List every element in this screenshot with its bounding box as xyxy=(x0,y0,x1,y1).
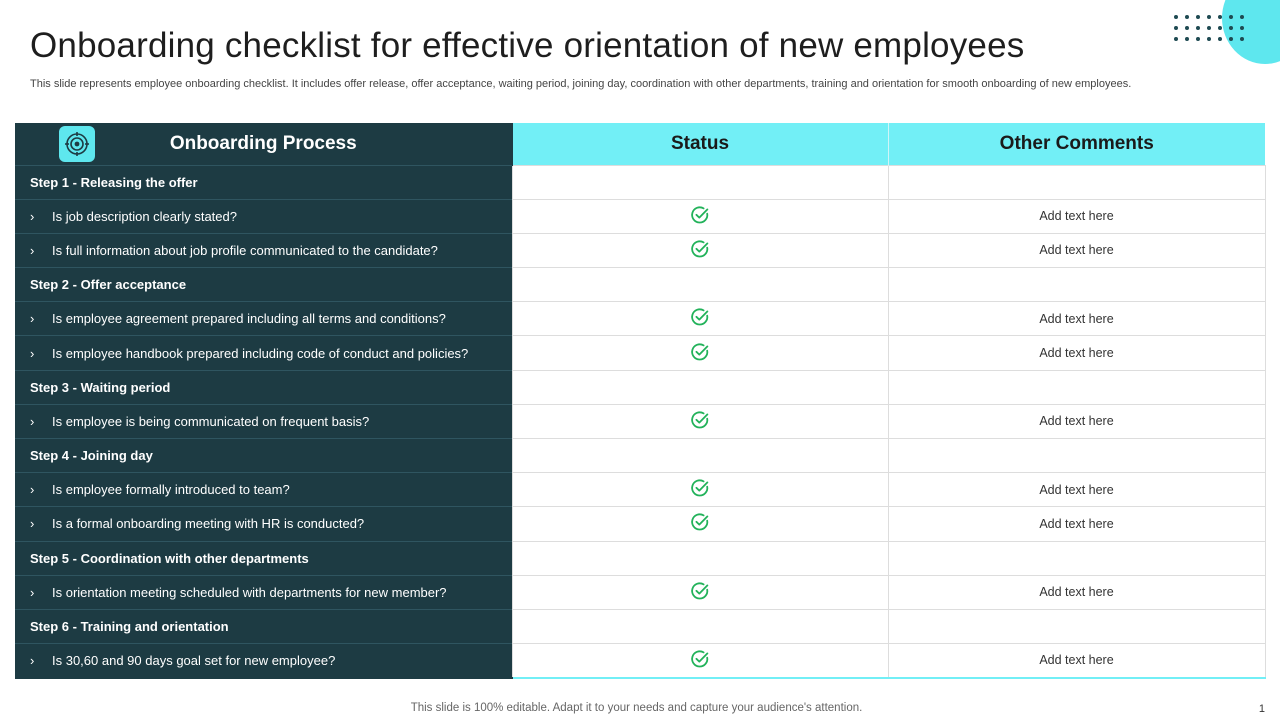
checklist-item-row xyxy=(15,233,1265,267)
chevron-right-icon: › xyxy=(30,311,35,327)
checklist-item-row xyxy=(15,507,1265,541)
checklist-item-row xyxy=(15,575,1265,609)
checklist-item-label: Is employee agreement prepared including all terms and conditions? xyxy=(52,311,446,327)
step-label-cell xyxy=(15,165,512,199)
checklist-item-cell xyxy=(15,199,512,233)
comment-cell: Add text here xyxy=(888,473,1265,507)
checklist-item-cell xyxy=(15,404,512,438)
checklist-item-label: Is orientation meeting scheduled with departments for new member? xyxy=(52,584,447,600)
table-header-row xyxy=(15,123,1265,165)
chevron-right-icon: › xyxy=(30,345,35,361)
comment-cell: Add text here xyxy=(888,199,1265,233)
check-circle-icon xyxy=(690,581,710,604)
comment-cell xyxy=(888,439,1265,473)
status-cell xyxy=(512,165,888,199)
decorative-corner xyxy=(1170,0,1280,70)
header-status: Status xyxy=(512,123,888,165)
chevron-right-icon: › xyxy=(30,242,35,258)
checklist-item-row xyxy=(15,644,1265,678)
dot-grid-decoration xyxy=(1174,15,1244,41)
status-cell xyxy=(512,439,888,473)
step-label: Step 3 - Waiting period xyxy=(30,379,171,395)
chevron-right-icon: › xyxy=(30,584,35,600)
step-label-cell xyxy=(15,541,512,575)
comment-cell: Add text here xyxy=(888,336,1265,370)
comment-cell xyxy=(888,165,1265,199)
status-cell xyxy=(512,609,888,643)
check-circle-icon xyxy=(690,512,710,535)
slide-subtitle: This slide represents employee onboarding checklist. It includes offer release, offer acceptance, waiting period, joining day, coordination with other departments, training and orientation for smooth onboarding of new employees. xyxy=(30,78,1132,90)
status-cell xyxy=(512,473,888,507)
check-circle-icon xyxy=(690,478,710,501)
status-cell xyxy=(512,199,888,233)
step-row xyxy=(15,370,1265,404)
checklist-item-row xyxy=(15,302,1265,336)
check-circle-icon xyxy=(690,649,710,672)
step-label: Step 4 - Joining day xyxy=(30,448,153,464)
chevron-right-icon: › xyxy=(30,652,35,668)
checklist-item-label: Is job description clearly stated? xyxy=(52,208,237,224)
check-circle-icon xyxy=(690,205,710,228)
chevron-right-icon: › xyxy=(30,208,35,224)
checklist-item-cell xyxy=(15,644,512,678)
comment-cell: Add text here xyxy=(888,507,1265,541)
header-onboarding-process xyxy=(15,123,512,165)
step-row xyxy=(15,165,1265,199)
comment-cell xyxy=(888,609,1265,643)
step-label: Step 5 - Coordination with other departments xyxy=(30,550,309,566)
check-circle-icon xyxy=(690,410,710,433)
step-label: Step 6 - Training and orientation xyxy=(30,619,229,635)
checklist-item-cell xyxy=(15,575,512,609)
step-label-cell xyxy=(15,439,512,473)
header-process-label: Onboarding Process xyxy=(169,132,357,154)
comment-cell xyxy=(888,370,1265,404)
status-cell xyxy=(512,644,888,678)
checklist-item-label: Is 30,60 and 90 days goal set for new employee? xyxy=(52,652,336,668)
checklist-item-row xyxy=(15,473,1265,507)
slide-title: Onboarding checklist for effective orientation of new employees xyxy=(30,26,1025,65)
chevron-right-icon: › xyxy=(30,482,35,498)
comment-cell: Add text here xyxy=(888,644,1265,678)
target-settings-icon xyxy=(59,126,95,162)
checklist-item-cell xyxy=(15,507,512,541)
step-row xyxy=(15,609,1265,643)
status-cell xyxy=(512,302,888,336)
checklist-item-row xyxy=(15,336,1265,370)
checklist-item-label: Is employee handbook prepared including code of conduct and policies? xyxy=(52,345,469,361)
page-number: 1 xyxy=(1258,703,1265,715)
step-row xyxy=(15,268,1265,302)
step-label: Step 2 - Offer acceptance xyxy=(30,277,187,293)
comment-cell: Add text here xyxy=(888,575,1265,609)
status-cell xyxy=(512,336,888,370)
footer-note: This slide is 100% editable. Adapt it to your needs and capture your audience's attention. xyxy=(410,702,863,714)
checklist-item-row xyxy=(15,199,1265,233)
checklist-item-label: Is employee is being communicated on frequent basis? xyxy=(52,413,370,429)
checklist-item-cell xyxy=(15,336,512,370)
chevron-right-icon: › xyxy=(30,516,35,532)
checklist-item-cell xyxy=(15,473,512,507)
checklist-item-label: Is a formal onboarding meeting with HR is conducted? xyxy=(52,516,365,532)
status-cell xyxy=(512,507,888,541)
status-cell xyxy=(512,575,888,609)
chevron-right-icon: › xyxy=(30,413,35,429)
checklist-item-cell xyxy=(15,302,512,336)
header-other-comments: Other Comments xyxy=(888,123,1265,165)
checklist-item-label: Is full information about job profile communicated to the candidate? xyxy=(52,242,438,258)
step-row xyxy=(15,439,1265,473)
step-label-cell xyxy=(15,268,512,302)
checklist-item-cell xyxy=(15,233,512,267)
comment-cell xyxy=(888,268,1265,302)
status-cell xyxy=(512,233,888,267)
comment-cell xyxy=(888,541,1265,575)
checklist-item-row xyxy=(15,404,1265,438)
check-circle-icon xyxy=(690,307,710,330)
comment-cell: Add text here xyxy=(888,302,1265,336)
comment-cell: Add text here xyxy=(888,404,1265,438)
status-cell xyxy=(512,541,888,575)
step-label-cell xyxy=(15,370,512,404)
step-label: Step 1 - Releasing the offer xyxy=(30,174,198,190)
status-cell xyxy=(512,370,888,404)
check-circle-icon xyxy=(690,342,710,365)
comment-cell: Add text here xyxy=(888,233,1265,267)
step-row xyxy=(15,541,1265,575)
onboarding-checklist-table xyxy=(15,123,1266,679)
status-cell xyxy=(512,404,888,438)
check-circle-icon xyxy=(690,239,710,262)
checklist-item-label: Is employee formally introduced to team? xyxy=(52,482,290,498)
step-label-cell xyxy=(15,609,512,643)
status-cell xyxy=(512,268,888,302)
